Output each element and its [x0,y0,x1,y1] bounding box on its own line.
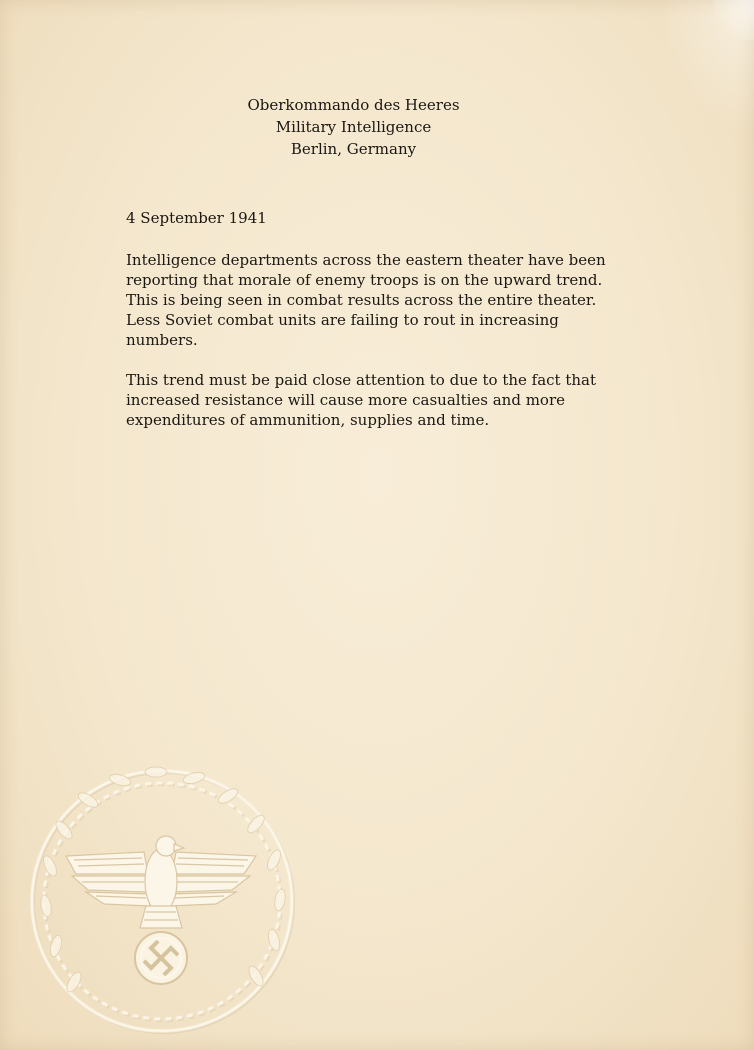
paragraph-1-line: This is being seen in combat results across the entire theater. [126,291,597,309]
paragraph-2-line: This trend must be paid close attention to due to the fact that [126,371,597,389]
paragraph-1-line: reporting that morale of enemy troops is on the upward trend. [126,271,603,289]
paragraph-2-line: expenditures of ammunition, supplies and time. [126,411,490,429]
letter-date: 4 September 1941 [126,209,267,227]
embossed-seal-icon [16,756,308,1046]
letterhead-department: Military Intelligence [275,118,432,136]
paragraph-2-line: increased resistance will cause more casualties and more [126,391,566,409]
letterhead-location: Berlin, Germany [290,140,417,158]
paragraph-2 [126,370,636,430]
letterhead [0,94,707,160]
folded-corner [714,0,754,40]
paragraph-1 [126,250,636,350]
letterhead-organization: Oberkommando des Heeres [247,96,460,114]
letter-body [126,208,636,450]
paragraph-1-line: numbers. [126,331,198,349]
paragraph-1-line: Less Soviet combat units are failing to rout in increasing [126,311,559,329]
paragraph-1-line: Intelligence departments across the eastern theater have been [126,251,606,269]
